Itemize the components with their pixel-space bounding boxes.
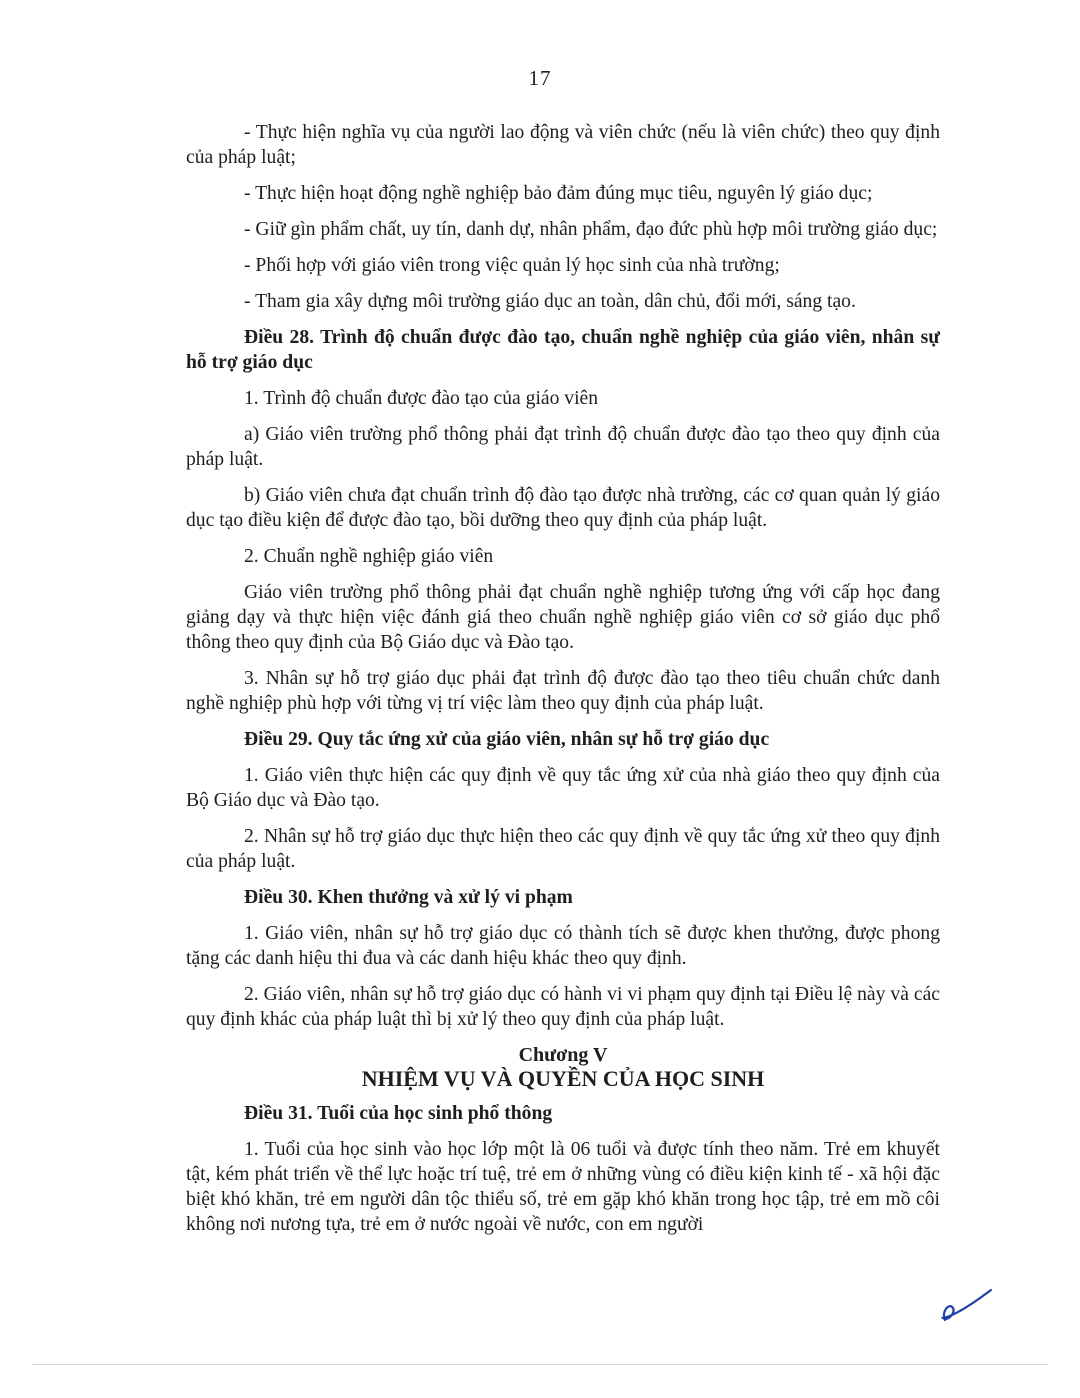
paragraph: - Tham gia xây dựng môi trường giáo dục an toàn, dân chủ, đổi mới, sáng tạo. [244, 291, 856, 312]
paragraph: a) Giáo viên trường phổ thông phải đạt trình độ chuẩn được đào tạo theo quy định của pháp luật. [186, 424, 940, 470]
chapter-heading [186, 1043, 940, 1091]
article-heading: Điều 28. Trình độ chuẩn được đào tạo, chuẩn nghề nghiệp của giáo viên, nhân sự hỗ trợ giáo dục [186, 327, 940, 373]
paragraph: - Thực hiện nghĩa vụ của người lao động và viên chức (nếu là viên chức) theo quy định của pháp luật; [186, 122, 940, 168]
page-edge-line [32, 1364, 1048, 1365]
chapter-label: Chương V [518, 1044, 608, 1066]
initials-signature [935, 1282, 995, 1326]
paragraph: 3. Nhân sự hỗ trợ giáo dục phải đạt trình độ được đào tạo theo tiêu chuẩn chức danh nghề nghiệp phù hợp với từng vị trí việc làm theo quy định của pháp luật. [186, 668, 940, 714]
document-body [186, 120, 940, 1248]
paragraph: b) Giáo viên chưa đạt chuẩn trình độ đào tạo được nhà trường, các cơ quan quản lý giáo dục tạo điều kiện để được đào tạo, bồi dưỡng theo quy định của pháp luật. [186, 485, 940, 531]
paragraph: 1. Giáo viên, nhân sự hỗ trợ giáo dục có thành tích sẽ được khen thưởng, được phong tặng các danh hiệu thi đua và các danh hiệu khác theo quy định. [186, 923, 940, 969]
paragraph: 2. Nhân sự hỗ trợ giáo dục thực hiện theo các quy định về quy tắc ứng xử theo quy định của pháp luật. [186, 826, 940, 872]
paragraph: - Giữ gìn phẩm chất, uy tín, danh dự, nhân phẩm, đạo đức phù hợp môi trường giáo dục; [244, 219, 938, 240]
chapter-title: NHIỆM VỤ VÀ QUYỀN CỦA HỌC SINH [361, 1066, 765, 1091]
paragraph: 1. Tuổi của học sinh vào học lớp một là 06 tuổi và được tính theo năm. Trẻ em khuyết tật, kém phát triển về thể lực hoặc trí tuệ, trẻ em ở những vùng có điều kiện kinh tế - xã hội đặc biệt khó khăn, trẻ em người dân tộc thiểu số, trẻ em gặp khó khăn trong học tập, trẻ em mồ côi không nơi nương tựa, trẻ em ở nước ngoài về nước, con em người [186, 1139, 940, 1235]
article-heading: Điều 31. Tuổi của học sinh phổ thông [244, 1103, 553, 1124]
paragraph: Giáo viên trường phổ thông phải đạt chuẩn nghề nghiệp tương ứng với cấp học đang giảng dạy và thực hiện việc đánh giá theo chuẩn nghề nghiệp giáo viên cơ sở giáo dục phổ thông theo quy định của Bộ Giáo dục và Đào tạo. [186, 582, 940, 653]
paragraph: 2. Giáo viên, nhân sự hỗ trợ giáo dục có hành vi vi phạm quy định tại Điều lệ này và các quy định khác của pháp luật thì bị xử lý theo quy định của pháp luật. [186, 984, 940, 1030]
page-number: 17 [528, 66, 552, 90]
paragraph: - Thực hiện hoạt động nghề nghiệp bảo đảm đúng mục tiêu, nguyên lý giáo dục; [244, 183, 873, 204]
paragraph: - Phối hợp với giáo viên trong việc quản lý học sinh của nhà trường; [244, 255, 780, 276]
paragraph: 1. Trình độ chuẩn được đào tạo của giáo viên [244, 388, 599, 409]
article-heading: Điều 30. Khen thưởng và xử lý vi phạm [244, 887, 573, 908]
article-heading: Điều 29. Quy tắc ứng xử của giáo viên, nhân sự hỗ trợ giáo dục [244, 729, 770, 750]
paragraph: 1. Giáo viên thực hiện các quy định về quy tắc ứng xử của nhà giáo theo quy định của Bộ Giáo dục và Đào tạo. [186, 765, 940, 811]
paragraph: 2. Chuẩn nghề nghiệp giáo viên [244, 546, 494, 567]
